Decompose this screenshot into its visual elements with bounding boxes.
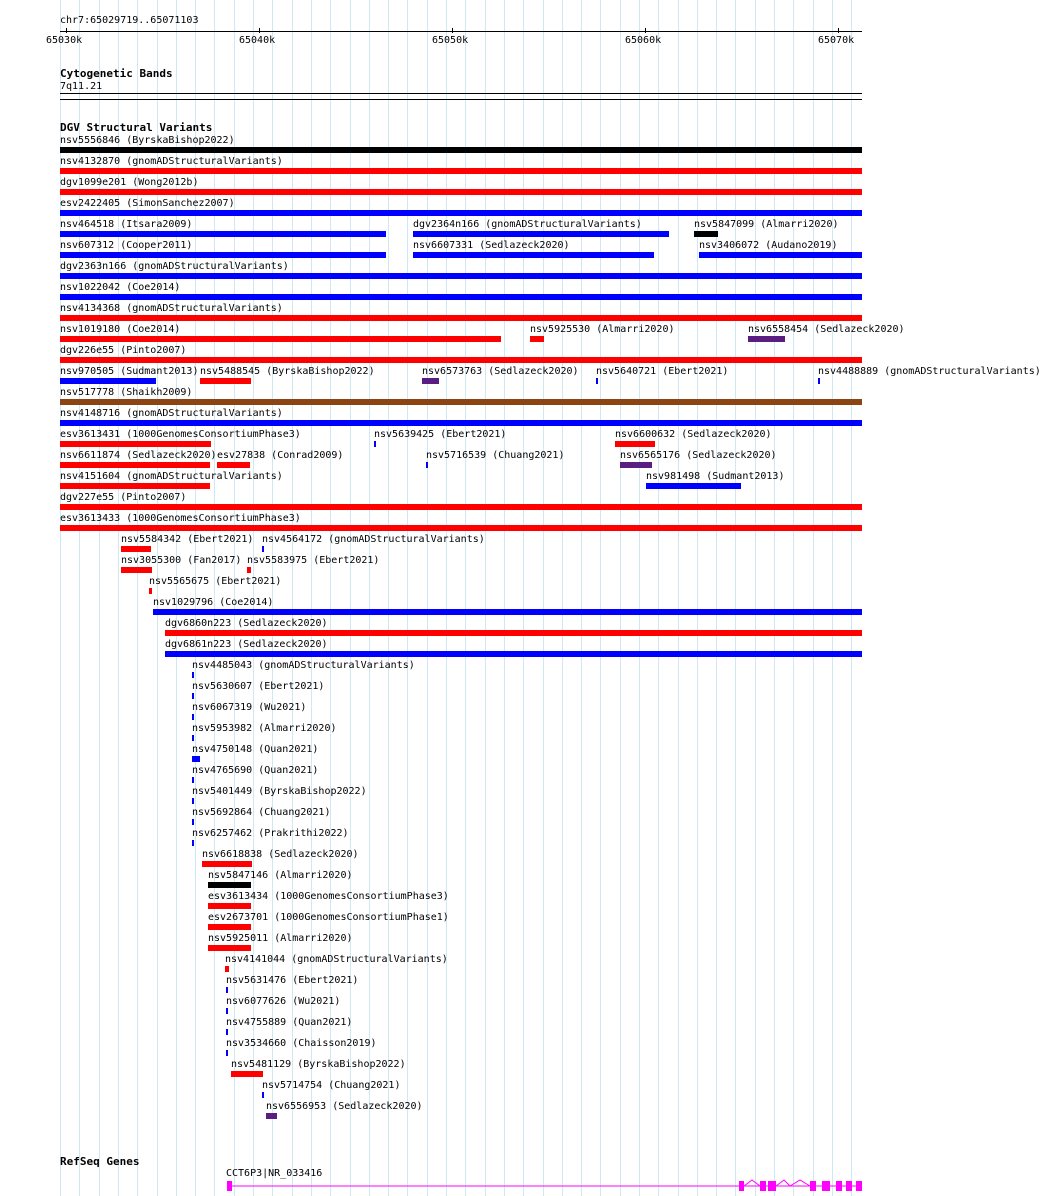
grid-line: [543, 0, 544, 1196]
variant-bar[interactable]: [165, 630, 862, 636]
variant-label[interactable]: nsv1019180 (Coe2014): [60, 324, 181, 335]
gene-intron-hat: [790, 1180, 810, 1186]
grid-line: [446, 0, 447, 1196]
variant-label[interactable]: nsv970505 (Sudmant2013): [60, 366, 199, 377]
ruler-tick-label: 65050k: [432, 35, 469, 46]
variant-bar[interactable]: [374, 441, 376, 447]
variant-bar[interactable]: [530, 336, 544, 342]
variant-bar[interactable]: [225, 966, 229, 972]
ruler-tick-label: 65040k: [239, 35, 276, 46]
variant-label[interactable]: nsv1022042 (Coe2014): [60, 282, 181, 293]
variant-bar[interactable]: [60, 273, 862, 279]
variant-bar[interactable]: [699, 252, 862, 258]
variant-label[interactable]: nsv6257462 (Prakrithi2022): [192, 828, 349, 839]
variant-label[interactable]: esv27838 (Conrad2009): [217, 450, 344, 461]
variant-label[interactable]: nsv6077626 (Wu2021): [226, 996, 341, 1007]
variant-bar[interactable]: [192, 735, 194, 741]
grid-line: [697, 0, 698, 1196]
grid-line: [716, 0, 717, 1196]
variant-bar[interactable]: [60, 441, 211, 447]
variant-label[interactable]: nsv4132870 (gnomADStructuralVariants): [60, 156, 283, 167]
variant-label[interactable]: nsv5925530 (Almarri2020): [530, 324, 675, 335]
variant-bar[interactable]: [226, 1008, 228, 1014]
variant-bar[interactable]: [60, 231, 386, 237]
variant-bar[interactable]: [60, 525, 862, 531]
variant-label[interactable]: nsv5692864 (Chuang2021): [192, 807, 331, 818]
variant-bar[interactable]: [231, 1071, 263, 1077]
variant-bar[interactable]: [226, 1029, 228, 1035]
grid-line: [832, 0, 833, 1196]
variant-bar[interactable]: [192, 693, 194, 699]
variant-bar[interactable]: [266, 1113, 277, 1119]
variant-bar[interactable]: [60, 294, 862, 300]
variant-bar[interactable]: [620, 462, 652, 468]
variant-bar[interactable]: [226, 987, 228, 993]
variant-label[interactable]: nsv5565675 (Ebert2021): [149, 576, 282, 587]
variant-label[interactable]: dgv2364n166 (gnomADStructuralVariants): [413, 219, 642, 230]
variant-bar[interactable]: [615, 441, 655, 447]
variant-label[interactable]: nsv6611874 (Sedlazeck2020): [60, 450, 217, 461]
variant-label[interactable]: esv2422405 (SimonSanchez2007): [60, 198, 235, 209]
variant-label[interactable]: dgv6860n223 (Sedlazeck2020): [165, 618, 328, 629]
variant-bar[interactable]: [426, 462, 428, 468]
variant-bar[interactable]: [192, 798, 194, 804]
variant-bar[interactable]: [226, 1050, 228, 1056]
variant-bar[interactable]: [202, 861, 252, 867]
gene-model[interactable]: [0, 1176, 890, 1196]
variant-bar[interactable]: [60, 168, 862, 174]
grid-line: [639, 0, 640, 1196]
variant-label[interactable]: nsv5925011 (Almarri2020): [208, 933, 353, 944]
variant-label[interactable]: nsv4755889 (Quan2021): [226, 1017, 353, 1028]
variant-bar[interactable]: [153, 609, 862, 615]
variant-label[interactable]: dgv6861n223 (Sedlazeck2020): [165, 639, 328, 650]
variant-label[interactable]: nsv5953982 (Almarri2020): [192, 723, 337, 734]
locus-label: chr7:65029719..65071103: [60, 15, 199, 26]
variant-label[interactable]: nsv4488889 (gnomADStructuralVariants): [818, 366, 1041, 377]
variant-bar[interactable]: [60, 420, 862, 426]
variant-bar[interactable]: [60, 504, 862, 510]
variant-label[interactable]: dgv227e55 (Pinto2007): [60, 492, 187, 503]
grid-line: [465, 0, 466, 1196]
variant-bar[interactable]: [192, 756, 200, 762]
variant-label[interactable]: esv2673701 (1000GenomesConsortiumPhase1): [208, 912, 449, 923]
variant-label[interactable]: nsv4485043 (gnomADStructuralVariants): [192, 660, 415, 671]
variant-label[interactable]: nsv6558454 (Sedlazeck2020): [748, 324, 905, 335]
gene-exon: [760, 1181, 766, 1191]
variant-bar[interactable]: [217, 462, 250, 468]
ruler-tick: [66, 28, 67, 33]
variant-label[interactable]: nsv517778 (Shaikh2009): [60, 387, 193, 398]
gene-exon: [856, 1181, 862, 1191]
variant-bar[interactable]: [413, 231, 669, 237]
variant-label[interactable]: nsv1029796 (Coe2014): [153, 597, 274, 608]
variant-label[interactable]: nsv4765690 (Quan2021): [192, 765, 319, 776]
variant-bar[interactable]: [748, 336, 785, 342]
variant-label[interactable]: nsv6607331 (Sedlazeck2020): [413, 240, 570, 251]
variant-label[interactable]: nsv4148716 (gnomADStructuralVariants): [60, 408, 283, 419]
variant-bar[interactable]: [413, 252, 654, 258]
variant-bar[interactable]: [192, 777, 194, 783]
variant-bar[interactable]: [121, 567, 152, 573]
variant-bar[interactable]: [60, 315, 862, 321]
variant-label[interactable]: nsv4141044 (gnomADStructuralVariants): [225, 954, 448, 965]
gene-label[interactable]: CCT6P3|NR_033416: [226, 1168, 323, 1179]
variant-bar[interactable]: [149, 588, 152, 594]
variant-label[interactable]: dgv1099e201 (Wong2012b): [60, 177, 199, 188]
variant-label[interactable]: nsv3055300 (Fan2017): [121, 555, 242, 566]
grid-line: [523, 0, 524, 1196]
variant-label[interactable]: nsv5488545 (ByrskaBishop2022): [200, 366, 375, 377]
grid-line: [658, 0, 659, 1196]
gene-exon: [822, 1181, 830, 1191]
cyto-band-line-bottom: [60, 99, 862, 100]
variant-label[interactable]: nsv4750148 (Quan2021): [192, 744, 319, 755]
gene-exon: [768, 1181, 776, 1191]
variant-bar[interactable]: [60, 357, 862, 363]
gene-exon: [836, 1181, 842, 1191]
grid-line: [620, 0, 621, 1196]
variant-label[interactable]: nsv5847146 (Almarri2020): [208, 870, 353, 881]
ruler-tick-label: 65070k: [818, 35, 855, 46]
variant-bar[interactable]: [262, 1092, 264, 1098]
variant-bar[interactable]: [192, 672, 194, 678]
ruler-tick: [452, 28, 453, 33]
variant-label[interactable]: esv3613431 (1000GenomesConsortiumPhase3): [60, 429, 301, 440]
grid-line: [678, 0, 679, 1196]
variant-bar[interactable]: [208, 945, 251, 951]
gene-exon: [810, 1181, 816, 1191]
ruler-tick-label: 65030k: [46, 35, 83, 46]
variant-bar[interactable]: [422, 378, 439, 384]
variant-label[interactable]: nsv5714754 (Chuang2021): [262, 1080, 401, 1091]
variant-label[interactable]: nsv6600632 (Sedlazeck2020): [615, 429, 772, 440]
variant-label[interactable]: esv3613434 (1000GenomesConsortiumPhase3): [208, 891, 449, 902]
variant-bar[interactable]: [208, 882, 251, 888]
variant-bar[interactable]: [60, 378, 156, 384]
grid-line: [485, 0, 486, 1196]
gene-exon: [227, 1181, 232, 1191]
variant-bar[interactable]: [694, 231, 718, 237]
dgv-track-title[interactable]: DGV Structural Variants: [60, 121, 213, 134]
variant-label[interactable]: nsv5630607 (Ebert2021): [192, 681, 325, 692]
ruler-tick-label: 65060k: [625, 35, 662, 46]
grid-line: [735, 0, 736, 1196]
grid-line: [813, 0, 814, 1196]
cyto-band-line-top: [60, 93, 862, 94]
variant-label[interactable]: nsv5640721 (Ebert2021): [596, 366, 729, 377]
variant-bar[interactable]: [60, 483, 210, 489]
gene-exon: [739, 1181, 744, 1191]
variant-bar[interactable]: [596, 378, 598, 384]
variant-label[interactable]: nsv5639425 (Ebert2021): [374, 429, 507, 440]
variant-label[interactable]: nsv5847099 (Almarri2020): [694, 219, 839, 230]
variant-label[interactable]: nsv6618838 (Sedlazeck2020): [202, 849, 359, 860]
variant-bar[interactable]: [192, 840, 194, 846]
variant-label[interactable]: nsv5631476 (Ebert2021): [226, 975, 359, 986]
variant-bar[interactable]: [165, 651, 862, 657]
variant-label[interactable]: nsv6565176 (Sedlazeck2020): [620, 450, 777, 461]
variant-label[interactable]: dgv226e55 (Pinto2007): [60, 345, 187, 356]
variant-label[interactable]: nsv4564172 (gnomADStructuralVariants): [262, 534, 485, 545]
variant-bar[interactable]: [208, 924, 251, 930]
variant-label[interactable]: nsv5583975 (Ebert2021): [247, 555, 380, 566]
gene-intron-hat: [744, 1180, 760, 1186]
grid-line: [600, 0, 601, 1196]
variant-label[interactable]: nsv464518 (Itsara2009): [60, 219, 193, 230]
variant-bar[interactable]: [121, 546, 151, 552]
variant-label[interactable]: nsv5401449 (ByrskaBishop2022): [192, 786, 367, 797]
grid-line: [369, 0, 370, 1196]
variant-label[interactable]: nsv5716539 (Chuang2021): [426, 450, 565, 461]
variant-label[interactable]: nsv6067319 (Wu2021): [192, 702, 307, 713]
variant-label[interactable]: nsv5584342 (Ebert2021): [121, 534, 254, 545]
grid-line: [504, 0, 505, 1196]
variant-bar[interactable]: [208, 903, 251, 909]
ruler-tick: [645, 28, 646, 33]
variant-label[interactable]: nsv5481129 (ByrskaBishop2022): [231, 1059, 406, 1070]
ruler-tick: [259, 28, 260, 33]
variant-label[interactable]: nsv3406072 (Audano2019): [699, 240, 838, 251]
variant-label[interactable]: nsv981498 (Sudmant2013): [646, 471, 785, 482]
ruler-line: [60, 31, 862, 32]
grid-line: [581, 0, 582, 1196]
variant-label[interactable]: nsv6573763 (Sedlazeck2020): [422, 366, 579, 377]
variant-bar[interactable]: [247, 567, 251, 573]
refseq-track-title[interactable]: RefSeq Genes: [60, 1155, 140, 1168]
grid-line: [851, 0, 852, 1196]
grid-line: [562, 0, 563, 1196]
grid-line: [407, 0, 408, 1196]
variant-bar[interactable]: [818, 378, 820, 384]
variant-bar[interactable]: [262, 546, 264, 552]
variant-bar[interactable]: [192, 819, 194, 825]
variant-label[interactable]: esv3613433 (1000GenomesConsortiumPhase3): [60, 513, 301, 524]
variant-bar[interactable]: [646, 483, 741, 489]
variant-label[interactable]: nsv4134368 (gnomADStructuralVariants): [60, 303, 283, 314]
cyto-band-label: 7q11.21: [60, 81, 103, 92]
grid-line: [793, 0, 794, 1196]
variant-bar[interactable]: [60, 189, 862, 195]
variant-bar[interactable]: [200, 378, 251, 384]
grid-line: [755, 0, 756, 1196]
variant-bar[interactable]: [60, 399, 862, 405]
grid-line: [388, 0, 389, 1196]
variant-label[interactable]: nsv5556846 (ByrskaBishop2022): [60, 135, 235, 146]
variant-label[interactable]: nsv6556953 (Sedlazeck2020): [266, 1101, 423, 1112]
variant-label[interactable]: nsv607312 (Cooper2011): [60, 240, 193, 251]
variant-bar[interactable]: [60, 210, 862, 216]
gene-intron-hat: [776, 1180, 790, 1186]
variant-bar[interactable]: [60, 147, 862, 153]
variant-label[interactable]: nsv4151604 (gnomADStructuralVariants): [60, 471, 283, 482]
variant-bar[interactable]: [192, 714, 194, 720]
grid-line: [774, 0, 775, 1196]
variant-label[interactable]: dgv2363n166 (gnomADStructuralVariants): [60, 261, 289, 272]
variant-bar[interactable]: [60, 336, 501, 342]
variant-label[interactable]: nsv3534660 (Chaisson2019): [226, 1038, 377, 1049]
cyto-track-title[interactable]: Cytogenetic Bands: [60, 67, 173, 80]
ruler-tick: [838, 28, 839, 33]
gene-exon: [846, 1181, 852, 1191]
variant-bar[interactable]: [60, 252, 386, 258]
grid-line: [427, 0, 428, 1196]
variant-bar[interactable]: [60, 462, 210, 468]
